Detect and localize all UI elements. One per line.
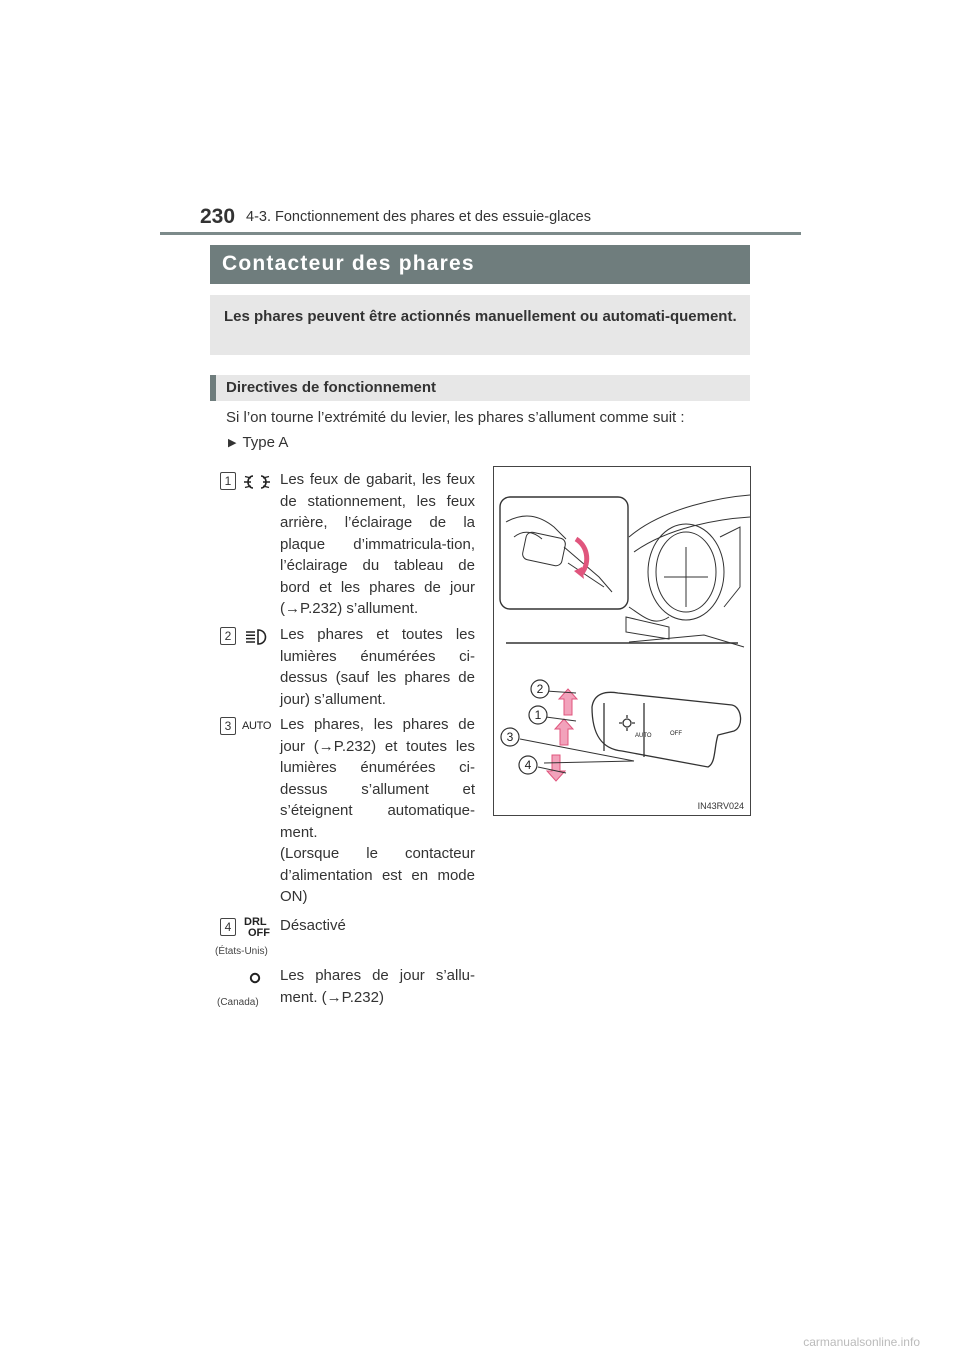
- figure-code: IN43RV024: [697, 801, 744, 811]
- header-rule: [160, 232, 801, 235]
- watermark: carmanualsonline.info: [803, 1335, 920, 1349]
- callout-4: 4: [524, 758, 532, 772]
- callout-3: 3: [506, 730, 514, 744]
- page-title: Contacteur des phares: [222, 252, 475, 275]
- drl-off-icon: [242, 918, 272, 938]
- subheading-bar: [210, 375, 750, 401]
- headlight-switch-illustration: [493, 466, 751, 816]
- region-label-usa: (États-Unis): [215, 946, 268, 957]
- subheading-text: Directives de fonctionnement: [226, 379, 437, 396]
- off-circle-icon: [248, 971, 278, 991]
- item-description: Les feux de gabarit, les feux de stationnement, les feux arrière, l’éclairage de la plaque d’immatricula-tion, l’éclairage du tableau de bord et les phares de jour (→P.232) s’allument.: [280, 471, 475, 617]
- item-number-badge: 4: [220, 918, 236, 936]
- item-description: Les phares de jour s’allu-ment. (→P.232): [280, 967, 475, 1006]
- item-description-note: (Lorsque le contacteur d’alimentation est en mode ON): [280, 845, 475, 905]
- intro-box: [210, 295, 750, 355]
- switch-label-auto: AUTO: [635, 733, 652, 739]
- drl-text: DRL: [244, 916, 267, 928]
- item-number-badge: 2: [220, 627, 236, 645]
- callout-2: 2: [536, 682, 544, 696]
- switch-label-off: OFF: [670, 731, 682, 737]
- type-label: [228, 434, 288, 451]
- off-text: OFF: [248, 927, 270, 939]
- item-description: Les phares et toutes les lumières énumérées ci-dessus (sauf les phares de jour) s’allument.: [280, 626, 475, 708]
- lead-paragraph: Si l’on tourne l’extrémité du levier, les phares s’allument comme suit :: [226, 409, 685, 426]
- page-number: 230: [200, 205, 236, 228]
- item-number-badge: 1: [220, 472, 236, 490]
- item-description-main: Les phares, les phares de jour (→P.232) et toutes les lumières énumérées ci-dessus s’allument et s’éteignent automatique-ment.: [280, 716, 475, 841]
- parking-lights-icon: [242, 472, 272, 492]
- auto-icon: [242, 717, 272, 737]
- type-label-text: Type A: [242, 434, 289, 451]
- region-label-canada: (Canada): [217, 997, 259, 1008]
- item-description: Désactivé: [280, 917, 346, 934]
- headlight-icon: [242, 627, 272, 647]
- callout-1: 1: [534, 708, 542, 722]
- item-description: [280, 714, 475, 908]
- auto-icon-text: AUTO: [242, 720, 272, 732]
- intro-text: Les phares peuvent être actionnés manuellement ou automati-quement.: [224, 308, 737, 325]
- triangle-bullet-icon: ▶: [228, 437, 237, 449]
- subheading-accent: [210, 375, 216, 401]
- section-title-bar: [210, 245, 750, 284]
- section-reference: 4-3. Fonctionnement des phares et des essuie-glaces: [246, 209, 591, 225]
- item-number-badge: 3: [220, 717, 236, 735]
